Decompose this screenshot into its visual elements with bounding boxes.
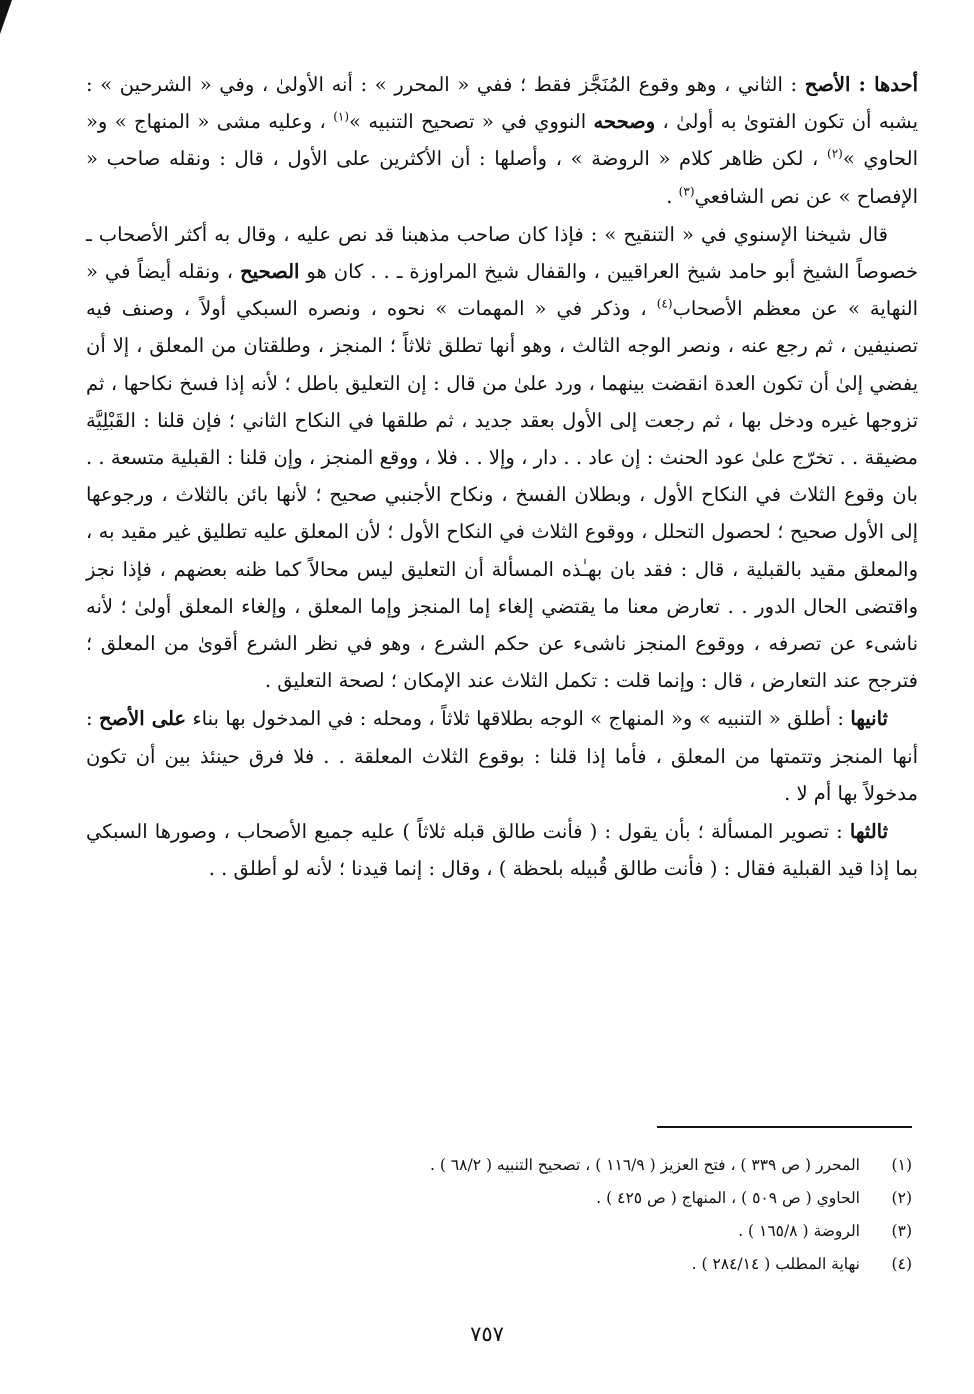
text-run: ، لكن ظاهر كلام « الروضة » ، وأصلها : أن الأكثرين على الأول ، قال : ونقله صاحب « الإفصاح » عن نص الشافعي (86, 147, 918, 208)
footnote-text: نهاية المطلب ( ٢٨٤/١٤ ) . (691, 1255, 860, 1273)
footnote-item (92, 1182, 912, 1215)
footnote-ref-2[interactable]: (٢) (827, 146, 843, 161)
lead-word: ثانيها (850, 707, 888, 731)
bold-term: الصحيح (240, 260, 300, 284)
bold-term: الأصح (804, 73, 851, 96)
text-run: : أنها المنجز وتتمتها من المعلق ، فأما إذا قلنا : بوقوع الثلاث المعلقة . . فلا فرق حينئذ بين أن تكون مدخولاً بها أم لا . (86, 707, 918, 805)
lead-word: أحدها : (850, 73, 918, 96)
text-run: ، وعليه مشى « المنهاج » و« الحاوي » (86, 110, 918, 171)
footnote-item (92, 1248, 912, 1281)
text-run: النووي في « تصحيح التنبيه » (349, 110, 594, 134)
text-run: ، وذكر في « المهمات » نحوه ، ونصره السبكي أولاً ، وصنف فيه تصنيفين ، ثم رجع عنه ، ونصر الوجه الثالث ، وهو أنها تطلق ثلاثاً ؛ المنجز ، وطلقتان من المعلق ، إلا أن يفضي إلىٰ أن تكون العدة انقضت بينهما ، ورد علىٰ من قال : إن التعليق باطل ؛ لأنه إذا فسخ نكاحها ، ثم تزوجها غيره ودخل بها ، ثم رجعت إلى الأول بعقد جديد ، ثم طلقها في النكاح الثاني ؛ فإن قلنا : القَبْلِيَّة مضيقة . . تخرّج علىٰ عود الحنث : إن عاد . . دار ، وإلا . . فلا ، ووقع المنجز ، وإن قلنا : القبلية متسعة . . بان وقوع الثلاث في النكاح الأول ، وبطلان الفسخ ، ونكاح الأجنبي صحيح ؛ لأنها بائن بالثلاث ، ورجوعها إلى الأول صحيح ؛ لحصول التحلل ، ووقوع الثلاث في النكاح الأول ؛ لأن المعلق عليه تطليق غير مقيد به ، والمعلق مقيد بالقبلية ، قال : فقد بان بهـٰذه المسألة أن التعليق ليس محالاً كما ظنه بعضهم ، فإذا نجز واقتضى الحال الدور . . تعارض معنا ما يقتضي إلغاء إما المنجز وإما المعلق ، وإلغاء المعلق أولىٰ ؛ لأنه ناشىء عن تصرفه ، ووقوع المنجز ناشىء عن حكم الشرع ، وهو في نظر الشرع أقوىٰ من المعلق ؛ فترجح عند التعارض ، قال : وإنما قلت : تكمل الثلاث عند الإمكان ؛ لصحة التعليق . (86, 297, 918, 693)
footnote-number: (٢) (891, 1189, 912, 1207)
paragraph-1 (86, 66, 918, 215)
lead-word: ثالثها (849, 820, 888, 844)
footnotes (92, 1149, 912, 1281)
bold-term: وصححه (593, 110, 656, 134)
main-text (86, 66, 918, 888)
text-run: : أطلق « التنبيه » و« المنهاج » الوجه بطلاقها ثلاثاً ، ومحله : في المدخول بها بناء (186, 707, 851, 731)
text-run: : الثاني ، وهو وقوع المُنَجَّز فقط ؛ ففي « المحرر » : أنه الأولىٰ ، وفي « الشرحين » : يشبه أن تكون الفتوىٰ به أولىٰ ، (86, 73, 919, 134)
footnote-ref-3[interactable]: (٣) (678, 184, 695, 199)
footnote-number: (٣) (891, 1222, 912, 1240)
text-run: : تصوير المسألة ؛ بأن يقول : ( فأنت طالق قبله ثلاثاً ) عليه جميع الأصحاب ، وصورها السبكي بما إذا قيد القبلية فقال : ( فأنت طالق قُبيله بلحظة ) ، وقال : إنما قيدنا ؛ لأنه لو أطلق . . (86, 820, 918, 881)
footnote-item (92, 1215, 912, 1248)
footnote-item (92, 1149, 912, 1182)
footnote-number: (٤) (891, 1255, 912, 1273)
footnote-ref-1[interactable]: (١) (333, 109, 350, 124)
footnote-ref-4[interactable]: (٤) (656, 296, 673, 311)
footnote-text: الحاوي ( ص ٥٠٩ ) ، المنهاج ( ص ٤٢٥ ) . (596, 1189, 860, 1207)
page-number: ٧٥٧ (470, 1322, 504, 1346)
bold-term: على الأصح (99, 707, 187, 731)
text-run: ، ونقله أيضاً في « النهاية » عن معظم الأصحاب (86, 260, 918, 321)
paragraph-2 (86, 216, 918, 700)
footnote-divider (657, 1126, 912, 1128)
footnote-text: المحرر ( ص ٣٣٩ ) ، فتح العزيز ( ١١٦/٩ ) ، تصحيح التنبيه ( ٦٨/٢ ) . (430, 1156, 860, 1174)
footnote-text: الروضة ( ١٦٥/٨ ) . (738, 1222, 860, 1240)
footnote-number: (١) (891, 1156, 912, 1174)
paragraph-4 (86, 813, 918, 887)
text-run: قال شيخنا الإسنوي في « التنقيح » : فإذا كان صاحب مذهبنا قد نص عليه ، وقال به أكثر الأصحاب ـ خصوصاً الشيخ أبو حامد شيخ العراقيين ، والقفال شيخ المراوزة ـ . . كان هو (86, 222, 918, 284)
page-corner-mark (0, 0, 12, 34)
text-run: . (666, 184, 679, 208)
paragraph-3 (86, 700, 918, 812)
